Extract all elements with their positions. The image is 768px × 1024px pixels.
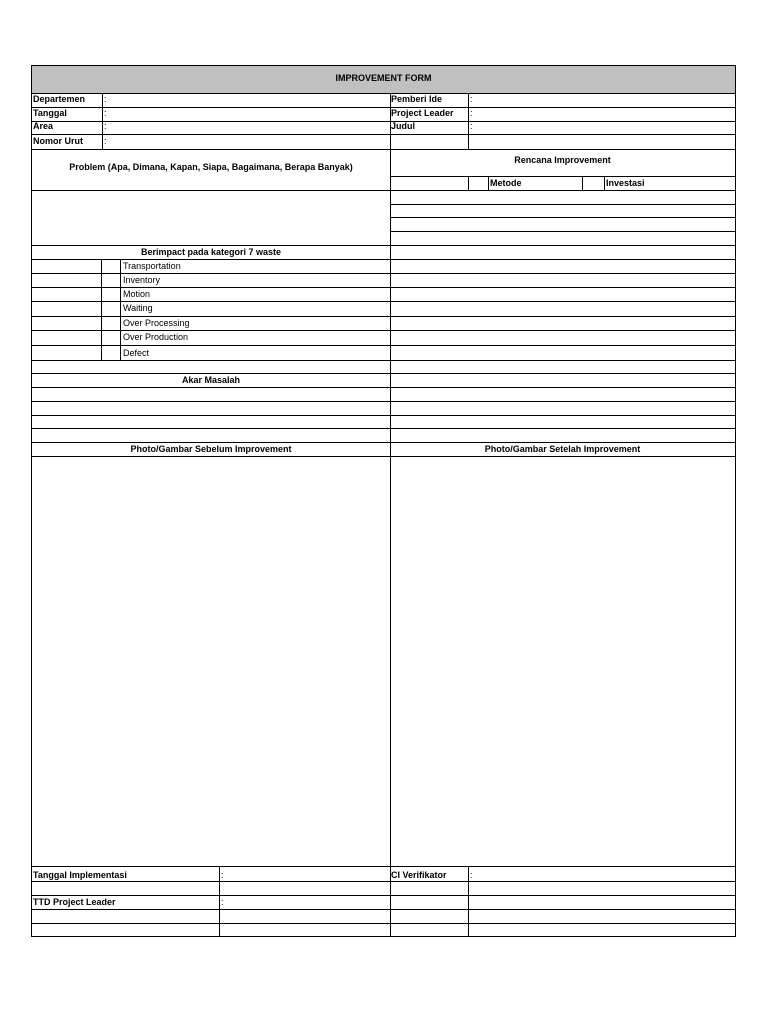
akar-masalah-area[interactable] <box>33 388 389 441</box>
waste-motion: Motion <box>123 289 151 299</box>
checkbox-defect[interactable] <box>102 346 121 360</box>
area-label: Area <box>33 121 54 131</box>
photo-after-label: Photo/Gambar Setelah Improvement <box>484 444 641 454</box>
problem-label: Problem (Apa, Dimana, Kapan, Siapa, Bagaimana, Berapa Banyak) <box>69 162 353 172</box>
ci-verifikator-field[interactable] <box>474 867 732 880</box>
photo-before-label: Photo/Gambar Sebelum Improvement <box>130 444 292 454</box>
area-colon: : <box>104 121 107 131</box>
form-title: IMPROVEMENT FORM <box>335 73 432 83</box>
checkbox-over-production[interactable] <box>102 331 121 345</box>
problem-description-area[interactable] <box>33 191 389 245</box>
tanggal-implementasi-colon: : <box>221 870 224 880</box>
ci-verifikator-colon: : <box>470 870 473 880</box>
ttd-project-leader-label: TTD Project Leader <box>33 897 116 907</box>
ttd-project-leader-colon: : <box>221 897 224 907</box>
nomor-urut-label: Nomor Urut <box>33 136 83 146</box>
pemberi-ide-label: Pemberi Ide <box>391 94 443 104</box>
waste-inventory: Inventory <box>123 275 161 285</box>
tanggal-colon: : <box>104 108 107 118</box>
departemen-label: Departemen <box>33 94 86 104</box>
project-leader-field[interactable] <box>474 108 732 120</box>
checkbox-motion[interactable] <box>102 288 121 301</box>
tanggal-label: Tanggal <box>33 108 67 118</box>
rencana-label: Rencana Improvement <box>514 155 611 165</box>
checkbox-inventory[interactable] <box>102 274 121 287</box>
judul-colon: : <box>470 121 473 131</box>
investasi-header: Investasi <box>606 178 645 188</box>
akar-masalah-label: Akar Masalah <box>181 375 241 385</box>
metode-header: Metode <box>490 178 522 188</box>
departemen-field[interactable] <box>108 94 388 106</box>
tanggal-field[interactable] <box>108 108 388 120</box>
photo-after-area[interactable] <box>391 457 734 865</box>
waste-label: Berimpact pada kategori 7 waste <box>140 247 282 257</box>
project-leader-label: Project Leader <box>391 108 454 118</box>
waste-waiting: Waiting <box>123 303 153 313</box>
improvement-form <box>31 65 736 937</box>
waste-over-processing: Over Processing <box>123 318 190 328</box>
project-leader-colon: : <box>470 108 473 118</box>
nomor-urut-colon: : <box>104 136 107 146</box>
pemberi-ide-field[interactable] <box>474 94 732 106</box>
checkbox-transportation[interactable] <box>102 260 121 273</box>
waste-transportation: Transportation <box>123 261 181 271</box>
ttd-project-leader-field[interactable] <box>226 896 388 909</box>
judul-label: Judul <box>391 121 415 131</box>
photo-before-area[interactable] <box>33 457 389 865</box>
checkbox-waiting[interactable] <box>102 302 121 316</box>
tanggal-implementasi-field[interactable] <box>226 867 388 880</box>
waste-over-production: Over Production <box>123 332 189 342</box>
pemberi-ide-colon: : <box>470 94 473 104</box>
judul-field[interactable] <box>474 122 732 134</box>
tanggal-implementasi-label: Tanggal Implementasi <box>33 870 127 880</box>
area-field[interactable] <box>108 122 388 134</box>
checkbox-over-processing[interactable] <box>102 317 121 330</box>
waste-defect: Defect <box>123 348 150 358</box>
nomor-urut-field[interactable] <box>103 135 389 148</box>
departemen-colon: : <box>104 94 107 104</box>
ci-verifikator-label: CI Verifikator <box>391 870 447 880</box>
